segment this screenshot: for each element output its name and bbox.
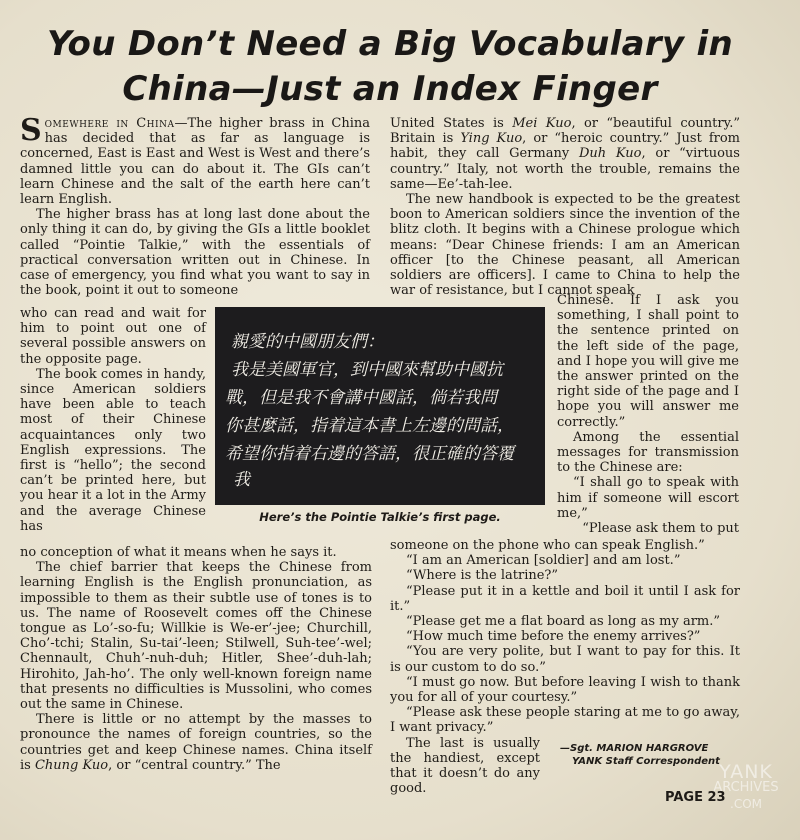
paragraph-8: Among the essential messages for transmission to the Chinese are: (557, 429, 739, 476)
chinese-line-1: 親愛的中國朋友們： (231, 332, 384, 352)
quote-8: “You are very polite, but I want to pay for this. It is our custom to do so.” (390, 644, 740, 675)
column-2-top (390, 116, 740, 298)
column-1-top (20, 113, 370, 299)
handwritten-chinese-text (215, 307, 545, 505)
quote-10: “Please ask these people staring at me to go away, I want privacy.” (390, 705, 740, 736)
column-2-wrap (557, 293, 739, 536)
quote-6: “Please get me a flat board as long as my arm.” (406, 614, 721, 630)
paragraph-6-text-b: , or “beautiful country.” Britain is (390, 116, 741, 147)
dateline: omewhere in China (44, 116, 175, 131)
drop-cap: S (20, 113, 42, 148)
watermark-line-3: .COM (730, 797, 762, 811)
headline-line-2: China—Just an Index Finger (122, 69, 658, 109)
paragraph-2-continued: who can read and wait for him to point out one of several possible answers on the opposite page. (20, 306, 206, 367)
byline-name: —Sgt. MARION HARGROVE (560, 743, 709, 754)
quote-3: “I am an American [soldier] and am lost.” (406, 553, 681, 569)
chinese-line-2: 我是美國軍官，到中國來幫助中國抗 (231, 360, 503, 380)
headline-line-1: You Don’t Need a Big Vocabulary in (47, 24, 733, 64)
paragraph-3: The book comes in handy, since American soldiers have been able to teach most of their Chinese acquaintances only two English expressions. The first is “hello”; the second can’t be printed here, but you hear it a lot in the Army and the average Chinese has (20, 366, 207, 534)
chinese-line-3: 戰，但是我不會講中國話，倘若我問 (225, 388, 497, 408)
quote-1: “I shall go to speak with him if someone will escort me,” (557, 475, 739, 521)
chung-kuo-term: Chung Kuo (34, 757, 109, 773)
headline (20, 22, 760, 112)
paragraph-1 (20, 113, 370, 208)
paragraph-6 (390, 116, 740, 192)
watermark (698, 761, 794, 812)
image-caption: Here’s the Pointie Talkie’s first page. (259, 510, 501, 524)
quote-2: “Please ask them to put (582, 521, 739, 537)
chinese-line-6: 我 (233, 470, 250, 490)
quote-2-continued: someone on the phone who can speak English.” (390, 538, 705, 553)
watermark-line-2: ARCHIVES (713, 780, 779, 795)
quote-5: “Please put it in a kettle and boil it until I ask for it.” (390, 583, 740, 614)
duh-kuo-term: Duh Kuo (578, 146, 642, 162)
paragraph-2: The higher brass has at long last done about the only thing it can do, by giving the GIs a little booklet called “Pointie Talkie,” with the essentials of practical conversation written out in Chinese. In case of emergency, you find what you want to say in the book, point it out to someone (20, 207, 370, 299)
paragraph-6-text-c: , or “heroic country.” Just from habit, they call Germany (390, 131, 740, 162)
paragraph-3-continued: no conception of what it means when he says it. (20, 545, 337, 560)
page-number: PAGE 23 (665, 790, 726, 805)
paragraph-6-text-a: United States is (390, 116, 513, 131)
quote-9: “I must go now. But before leaving I wish to thank you for all of your courtesy.” (390, 674, 740, 706)
quote-7: “How much time before the enemy arrives?” (406, 629, 701, 645)
column-1-wrap (20, 306, 206, 534)
paragraph-6-text-d: , or “virtuous country.” Italy, not worth the trouble, remains the same—Ee’-tah-lee. (390, 146, 740, 192)
paragraph-7-continued: Chinese. If I ask you something, I shall point to the sentence printed on the left side of the page, and I hope you will give me the answer printed on the right side of the page and I hope you will answer me correctly.” (557, 293, 739, 430)
paragraph-4: The chief barrier that keeps the Chinese from learning English is the English pronunciation, as impossible to them as their subtle use of tones is to us. The name of Roosevelt comes off the Chinese tongue as Lo’-so-fu; Willkie is We-er’-jee; Churchill, Cho’-tchi; Stalin, Su-tai’-leen; Stilwell, Suh-tee’-wel; Chennault, Chuh’-nuh-duh; Hitler, Shee’-duh-lah; Hirohito, Jah-ho’. The only well-known foreign name that presents no difficulties is Mussolini, who comes out the same in Chinese. (20, 560, 372, 713)
ying-kuo-term: Ying Kuo (460, 131, 523, 147)
pointie-talkie-image (215, 307, 545, 505)
closing-paragraph: The last is usually the handiest, except that it doesn’t do any good. (390, 735, 540, 797)
paragraph-1-text: —The higher brass in China has decided that as far as language is concerned, East is East and West is West and there’s damned little you can do about it. The GIs can’t learn Chinese and the salt of the earth here can’t learn English. (20, 116, 370, 208)
chinese-line-4: 你甚麼話，指着這本書上左邊的問話， (225, 416, 514, 436)
watermark-line-1: YANK (719, 761, 773, 783)
paragraph-5 (20, 712, 372, 773)
quote-4: “Where is the latrine?” (406, 568, 559, 584)
paragraph-7: The new handbook is expected to be the greatest boon to American soldiers since the invention of the blitz cloth. It begins with a Chinese prologue which means: “Dear Chinese friends: I am an American officer [to the Chinese peasant, all American soldiers are officers]. I came to China to help the war of resistance, but I cannot speak (390, 192, 740, 299)
byline-title: YANK Staff Correspondent (572, 756, 720, 767)
paragraph-5-text-a: There is little or no attempt by the masses to pronounce the names of foreign countries, so the countries get and keep Chinese names. China itself is (20, 712, 372, 773)
chinese-line-5: 希望你指着右邊的答語，很正確的答覆 (225, 444, 514, 464)
mei-kuo-term: Mei Kuo (512, 116, 572, 131)
column-1-bottom (20, 545, 372, 773)
paragraph-5-text-b: , or “central country.” The (108, 757, 281, 773)
